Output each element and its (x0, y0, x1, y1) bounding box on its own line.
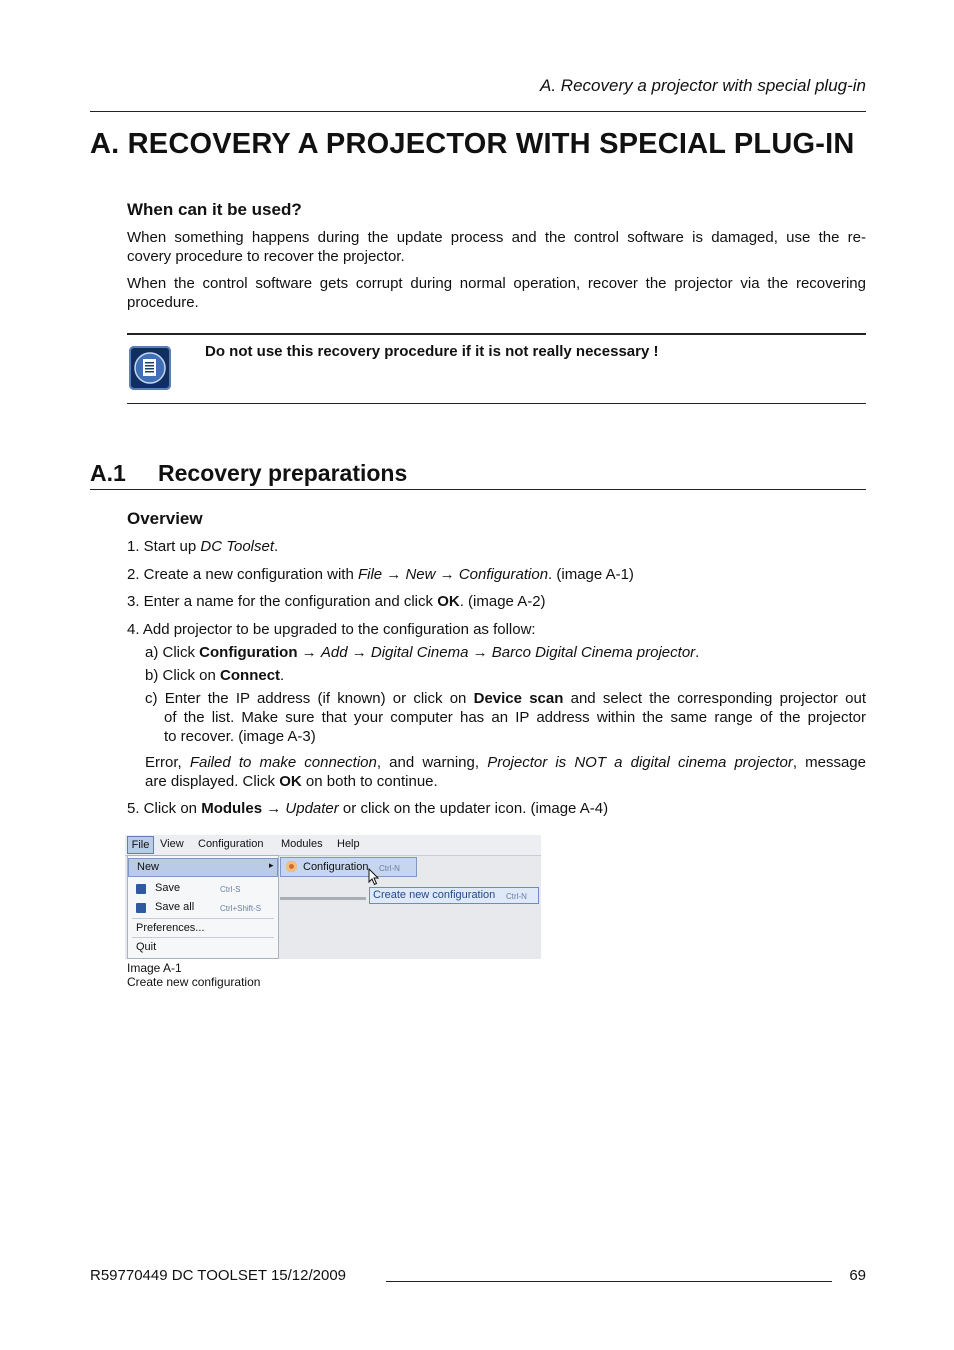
menu-item-save[interactable]: Save (155, 882, 181, 894)
menu-view[interactable]: View (160, 838, 184, 850)
menu-file[interactable]: File (127, 836, 154, 854)
step-4a: a) Click Configuration → Add → Digital Cinema → Barco Digital Cinema projector. (145, 644, 700, 661)
menu-separator (132, 918, 274, 919)
menu-modules[interactable]: Modules (281, 838, 323, 850)
configuration-shortcut: Ctrl-N (379, 864, 400, 873)
save-shortcut: Ctrl-S (220, 885, 241, 894)
section-heading (90, 460, 866, 490)
save-all-shortcut: Ctrl+Shift-S (220, 904, 262, 913)
page-number: 69 (849, 1267, 866, 1284)
file-dropdown (127, 855, 279, 959)
caption-label: Image A-1 (127, 961, 182, 975)
error-note: Error, Failed to make connection, and warning, Projector is NOT a digital cinema projector, message are displayed. Click OK on both to continue. (145, 754, 866, 790)
step-2: 2. Create a new configuration with File → New → Configuration. (image A-1) (127, 566, 634, 583)
running-header: A. Recovery a projector with special plug-in (540, 76, 866, 95)
overview-heading: Overview (127, 509, 203, 528)
menu-separator (132, 937, 274, 938)
step-1: 1. Start up DC Toolset. (127, 538, 279, 555)
step-4c: c) Enter the IP address (if known) or click on Device scan and select the corresponding projector out of the list. Make sure that your computer has an IP address within the same range of the projector to recover. (image A-3) (145, 690, 866, 745)
save-all-icon (136, 903, 146, 913)
when-heading: When can it be used? (127, 200, 302, 219)
save-icon (136, 884, 146, 894)
image-caption (127, 961, 260, 989)
step-4b: b) Click on Connect. (145, 667, 285, 684)
footer-rule (386, 1281, 832, 1282)
section-number: A.1 (90, 460, 126, 486)
step-4: 4. Add projector to be upgraded to the configuration as follow: (127, 621, 536, 638)
note-top-rule (127, 333, 866, 335)
step-3: 3. Enter a name for the configuration and click OK. (image A-2) (127, 593, 546, 610)
note-text: Do not use this recovery procedure if it is not really necessary ! (205, 343, 659, 360)
configuration-icon (286, 861, 297, 872)
menu-help[interactable]: Help (337, 838, 360, 850)
menubar (125, 835, 541, 856)
menu-configuration[interactable]: Configuration (198, 838, 264, 850)
when-paragraph-1: When something happens during the update process and the control software is damaged, use the re- covery procedure to recover the projector. (127, 229, 866, 265)
screenshot-image-a1 (125, 835, 541, 959)
submenu-configuration[interactable]: Configuration Ctrl-N (280, 857, 417, 877)
section-title: Recovery preparations (158, 460, 408, 486)
mouse-cursor-icon (368, 868, 380, 886)
submenu-arrow-icon: ▸ (269, 860, 274, 870)
step-5: 5. Click on Modules → Updater or click on the updater icon. (image A-4) (127, 800, 609, 817)
menu-item-new[interactable]: New ▸ (128, 858, 278, 877)
note-bottom-rule (127, 403, 866, 404)
caption-title: Create new configuration (127, 975, 261, 989)
header-rule (90, 111, 866, 112)
menu-item-save-all[interactable]: Save all (155, 901, 195, 913)
note-icon (129, 346, 171, 390)
menu-item-quit[interactable]: Quit (136, 941, 157, 953)
tooltip-create-new-configuration: Create new configuration Ctrl-N (369, 887, 539, 904)
when-paragraph-2: When the control software gets corrupt during normal operation, recover the projector via the recovering procedure. (127, 275, 866, 311)
footer-doc-info: R59770449 DC TOOLSET 15/12/2009 (90, 1267, 347, 1284)
panel-divider (280, 897, 366, 900)
menu-item-preferences[interactable]: Preferences... (136, 922, 205, 934)
chapter-title: A. RECOVERY A PROJECTOR WITH SPECIAL PLUG-IN (90, 128, 855, 160)
